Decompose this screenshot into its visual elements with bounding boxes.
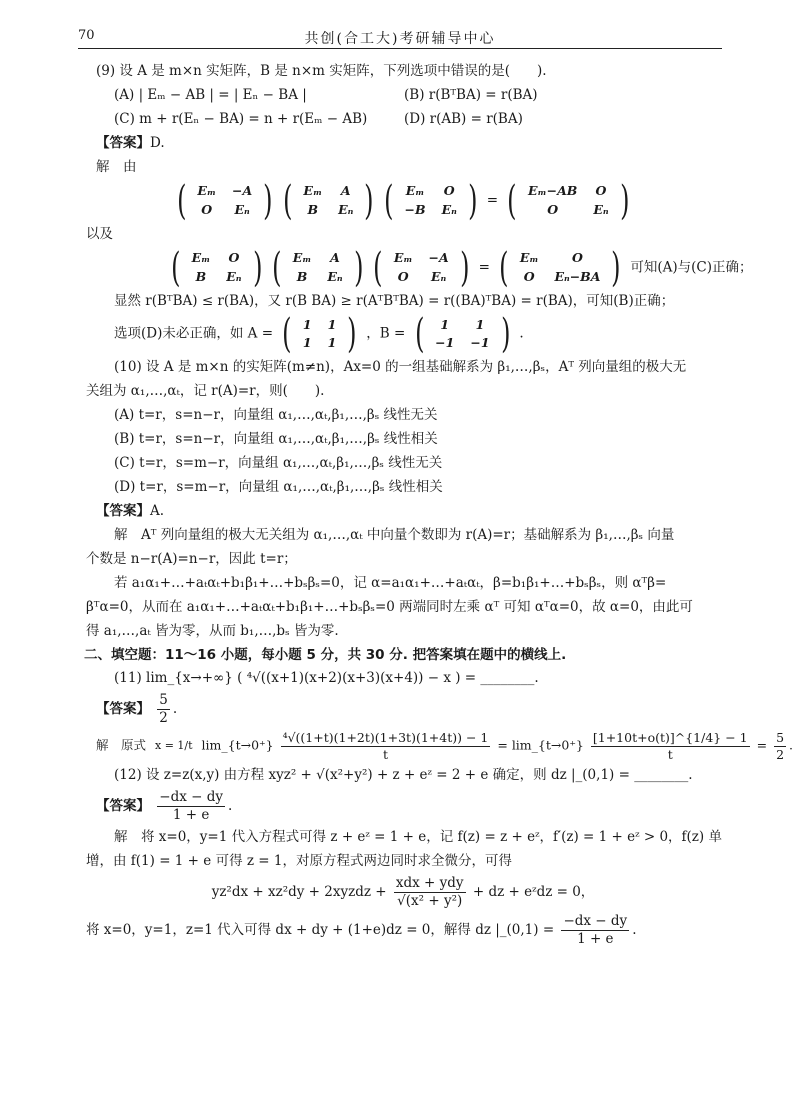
fraction-denominator: t — [667, 746, 673, 762]
matrix-cell: Eₘ — [405, 183, 425, 199]
fraction-denominator: 2 — [776, 746, 785, 762]
matrix-cell: O — [443, 183, 455, 199]
q12-answer — [96, 789, 710, 824]
period: . — [228, 798, 233, 815]
equals-sign: = — [756, 737, 768, 753]
answer-fraction — [157, 789, 225, 824]
equation-fraction — [394, 875, 466, 910]
q11-answer: 【答案】 $\frac{5}{2}$ . — [96, 692, 178, 727]
fraction-denominator: 2 — [159, 710, 168, 727]
q10-stem-1: (10) 设 A 是 m×n 的实矩阵(m≠n)，Ax=0 的一组基础解系为 β₁,…,βₛ，Aᵀ 列向量组的极大无 — [114, 359, 687, 376]
final-fraction — [561, 913, 629, 948]
result-fraction — [774, 730, 786, 762]
q10-solution-3: 若 a₁α₁+…+aₜαₜ+b₁β₁+…+bₛβₛ=0，记 α=a₁α₁+…+aₜαₜ，β=b₁β₁+…+bₛβₛ，则 αᵀβ= — [114, 574, 667, 591]
matrix-cell: −1 — [470, 335, 490, 351]
matrix-cell: Eₙ — [234, 201, 250, 217]
q9-also-label: 以及 — [86, 225, 113, 242]
fraction-denominator: 1 + e — [577, 930, 614, 947]
q11-solution — [96, 730, 794, 762]
q9-line-d-prefix: 选项(D)未必正确，如 A = — [114, 325, 274, 342]
matrix-cell: Eₙ — [226, 268, 242, 284]
matrix-6: ( Eₘ A B Eₙ ) — [272, 244, 364, 291]
q12-solution-3-text: 将 x=0，y=1，z=1 代入可得 dx + dy + (1+e)dz = 0，解得 dz |_(0,1) = — [86, 921, 555, 938]
solution-label: 解 原式 — [96, 737, 147, 753]
matrix-cell: Eₘ — [393, 250, 413, 266]
q12-solution-1: 解 将 x=0，y=1 代入方程式可得 z + eᶻ = 1 + e，记 f(z) = z + eᶻ，f′(z) = 1 + eᶻ > 0，f(z) 单 — [114, 829, 722, 846]
matrix-cell: A — [340, 183, 351, 199]
q9-line-b: 显然 r(BᵀBA) ≤ r(BA)，又 r(B BA) ≥ r(AᵀBᵀBA) = r((BA)ᵀBA) = r(BA)，可知(B)正确； — [114, 292, 675, 309]
page-header — [78, 26, 722, 49]
matrix-cell: O — [595, 183, 607, 199]
matrix-cell: B — [307, 201, 319, 217]
q10-option-b: (B) t=r，s=n−r，向量组 α₁,…,αₜ,β₁,…,βₛ 线性相关 — [114, 431, 438, 448]
q9-line-d-end: . — [519, 325, 524, 342]
answer-value: D. — [150, 134, 165, 151]
matrix-cell: O — [228, 250, 240, 266]
period: . — [632, 921, 637, 938]
answer-label: 【答案】 — [96, 701, 150, 718]
matrix-cell: Eₙ — [430, 268, 447, 284]
matrix-4: ( Eₘ−AB O O Eₙ ) — [507, 177, 630, 224]
q11-stem: (11) lim_{x→+∞} ( ⁴√((x+1)(x+2)(x+3)(x+4)) − x ) = ________. — [114, 670, 539, 687]
q10-option-a: (A) t=r，s=n−r，向量组 α₁,…,αₜ,β₁,…,βₛ 线性无关 — [114, 407, 438, 424]
q10-option-c: (C) t=r，s=m−r，向量组 α₁,…,αₜ,β₁,…,βₛ 线性无关 — [114, 455, 443, 472]
q9-options-ab — [96, 85, 710, 106]
q10-answer — [96, 501, 710, 522]
substitution-note: x = 1/t — [155, 739, 193, 753]
matrix-cell: Eₙ — [327, 268, 343, 284]
matrix-cell: 1 — [475, 317, 485, 333]
matrix-cell: O — [201, 201, 213, 217]
q10-solution-1: 解 Aᵀ 列向量组的极大无关组为 α₁,…,αₜ 中向量个数即为 r(A)=r；基础解系为 β₁,…,βₛ 向量 — [114, 526, 675, 543]
matrix-cell: −B — [404, 201, 426, 217]
fraction-numerator: 5 — [776, 730, 785, 746]
matrix-cell: 1 — [440, 317, 450, 333]
q9-option-c: (C) m + r(Eₙ − BA) = n + r(Eₘ − AB) — [114, 110, 368, 127]
q10-option-d: (D) t=r，s=m−r，向量组 α₁,…,αₜ,β₁,…,βₛ 线性相关 — [114, 479, 443, 496]
matrix-cell: O — [523, 268, 535, 284]
q12-solution-2: 增，由 f(1) = 1 + e 可得 z = 1，对原方程式两边同时求全微分，可得 — [86, 852, 512, 869]
q9-equation-2 — [96, 244, 753, 291]
equals-sign: = — [486, 192, 499, 209]
answer-value: A. — [150, 502, 165, 519]
matrix-cell: Eₘ−AB — [527, 183, 578, 199]
q9-conclusion-ac: 可知(A)与(C)正确； — [630, 259, 753, 276]
matrix-cell: Eₙ — [593, 201, 609, 217]
q12-differential-equation — [96, 875, 710, 910]
matrix-cell: A — [330, 250, 340, 266]
matrix-cell: 1 — [302, 335, 312, 351]
fraction-denominator: t — [382, 746, 388, 762]
q9-option-d: (D) r(AB) = r(BA) — [404, 110, 523, 127]
limit-operator: lim_{t→0⁺} — [201, 737, 274, 753]
q9-option-b: (B) r(BᵀBA) = r(BA) — [404, 86, 538, 103]
fraction-numerator: [1+10t+o(t)]^{1/4} − 1 — [592, 730, 748, 746]
matrix-b: ( 1 1 −1 −1 ) — [414, 311, 511, 358]
matrix-7: ( Eₘ −A O Eₙ ) — [373, 244, 470, 291]
fraction-numerator: ⁴√((1+t)(1+2t)(1+3t)(1+4t)) − 1 — [282, 730, 489, 746]
q12-stem: (12) 设 z=z(x,y) 由方程 xyz² + √(x²+y²) + z + eᶻ = 2 + e 确定，则 dz |_(0,1) = ________. — [114, 767, 693, 784]
matrix-cell: O — [547, 201, 559, 217]
q10-solution-4: βᵀα=0，从而在 a₁α₁+…+aₜαₜ+b₁β₁+…+bₛβₛ=0 两端同时左乘 αᵀ 可知 αᵀα=0，故 α=0，由此可 — [86, 598, 693, 615]
q9-stem: (9) 设 A 是 m×n 实矩阵，B 是 n×m 实矩阵，下列选项中错误的是( ). — [96, 63, 547, 79]
q9-equation-1 — [96, 177, 710, 224]
matrix-cell: Eₘ — [191, 250, 211, 266]
matrix-cell: 1 — [327, 317, 337, 333]
matrix-cell: 1 — [302, 317, 312, 333]
q10-solution-5: 得 a₁,…,aₜ 皆为零，从而 b₁,…,bₛ 皆为零. — [86, 622, 339, 639]
fraction-numerator: −dx − dy — [159, 789, 224, 806]
answer-label: 【答案】 — [96, 502, 150, 519]
q9-solution-label: 解 由 — [96, 158, 137, 175]
q9-line-d-mid: ，B = — [366, 325, 406, 342]
answer-label: 【答案】 — [96, 798, 150, 815]
matrix-cell: Eₘ — [303, 183, 323, 199]
matrix-a: ( 1 1 1 1 ) — [282, 311, 357, 358]
page-number: 70 — [78, 28, 95, 43]
q9-answer — [96, 133, 710, 154]
q12-solution-3 — [86, 913, 710, 948]
matrix-8: ( Eₘ O O Eₙ−BA ) — [499, 244, 621, 291]
fraction-numerator: 5 — [159, 692, 168, 709]
fraction-numerator: −dx − dy — [563, 912, 628, 929]
section-2-title: 二、填空题：11～16 小题，每小题 5 分，共 30 分. 把答案填在题中的横线上. — [84, 646, 567, 663]
equation-right: + dz + eᶻdz = 0， — [472, 883, 595, 900]
matrix-2: ( Eₘ A B Eₙ ) — [282, 177, 374, 224]
matrix-cell: Eₘ — [197, 183, 217, 199]
matrix-3: ( Eₘ O −B Eₙ ) — [384, 177, 478, 224]
matrix-cell: Eₙ — [441, 201, 457, 217]
matrix-cell: −A — [232, 183, 253, 199]
fraction-1 — [281, 730, 491, 762]
q10-stem-2: 关组为 α₁,…,αₜ，记 r(A)=r，则( ). — [86, 383, 325, 400]
page-content — [84, 58, 794, 950]
answer-fraction — [157, 692, 170, 727]
answer-label: 【答案】 — [96, 134, 150, 151]
fraction-numerator: xdx + ydy — [395, 874, 464, 891]
matrix-1: ( Eₘ −A O Eₙ ) — [176, 177, 273, 224]
matrix-cell: B — [195, 268, 207, 284]
equation-left: yz²dx + xz²dy + 2xyzdz + — [211, 883, 387, 900]
q9-option-a: (A) | Eₘ − AB | = | Eₙ − BA | — [114, 86, 307, 103]
fraction-denominator: √(x² + y²) — [397, 892, 463, 909]
limit-operator: lim_{t→0⁺} — [511, 737, 584, 753]
matrix-cell: −1 — [435, 335, 455, 351]
substitution — [153, 739, 195, 753]
matrix-cell: 1 — [327, 335, 337, 351]
q9-line-d — [96, 311, 710, 358]
matrix-cell: −A — [428, 250, 449, 266]
matrix-cell: B — [296, 268, 308, 284]
matrix-cell: O — [572, 250, 583, 266]
header-title: 共创(合工大)考研辅导中心 — [304, 31, 496, 47]
fraction-denominator: 1 + e — [172, 807, 210, 824]
q10-solution-2: 个数是 n−r(A)=n−r，因此 t=r； — [86, 550, 297, 567]
equals-sign: = — [478, 259, 490, 276]
fraction-2 — [591, 730, 750, 762]
equals-sign: = — [497, 737, 508, 753]
matrix-cell: O — [397, 268, 409, 284]
q9-options-cd — [96, 109, 710, 130]
matrix-cell: Eₙ−BA — [554, 268, 601, 284]
period: . — [789, 737, 794, 753]
matrix-cell: Eₘ — [292, 250, 312, 266]
matrix-cell: Eₘ — [519, 250, 539, 266]
matrix-5: ( Eₘ O B Eₙ ) — [171, 244, 263, 291]
matrix-cell: Eₙ — [338, 201, 354, 217]
